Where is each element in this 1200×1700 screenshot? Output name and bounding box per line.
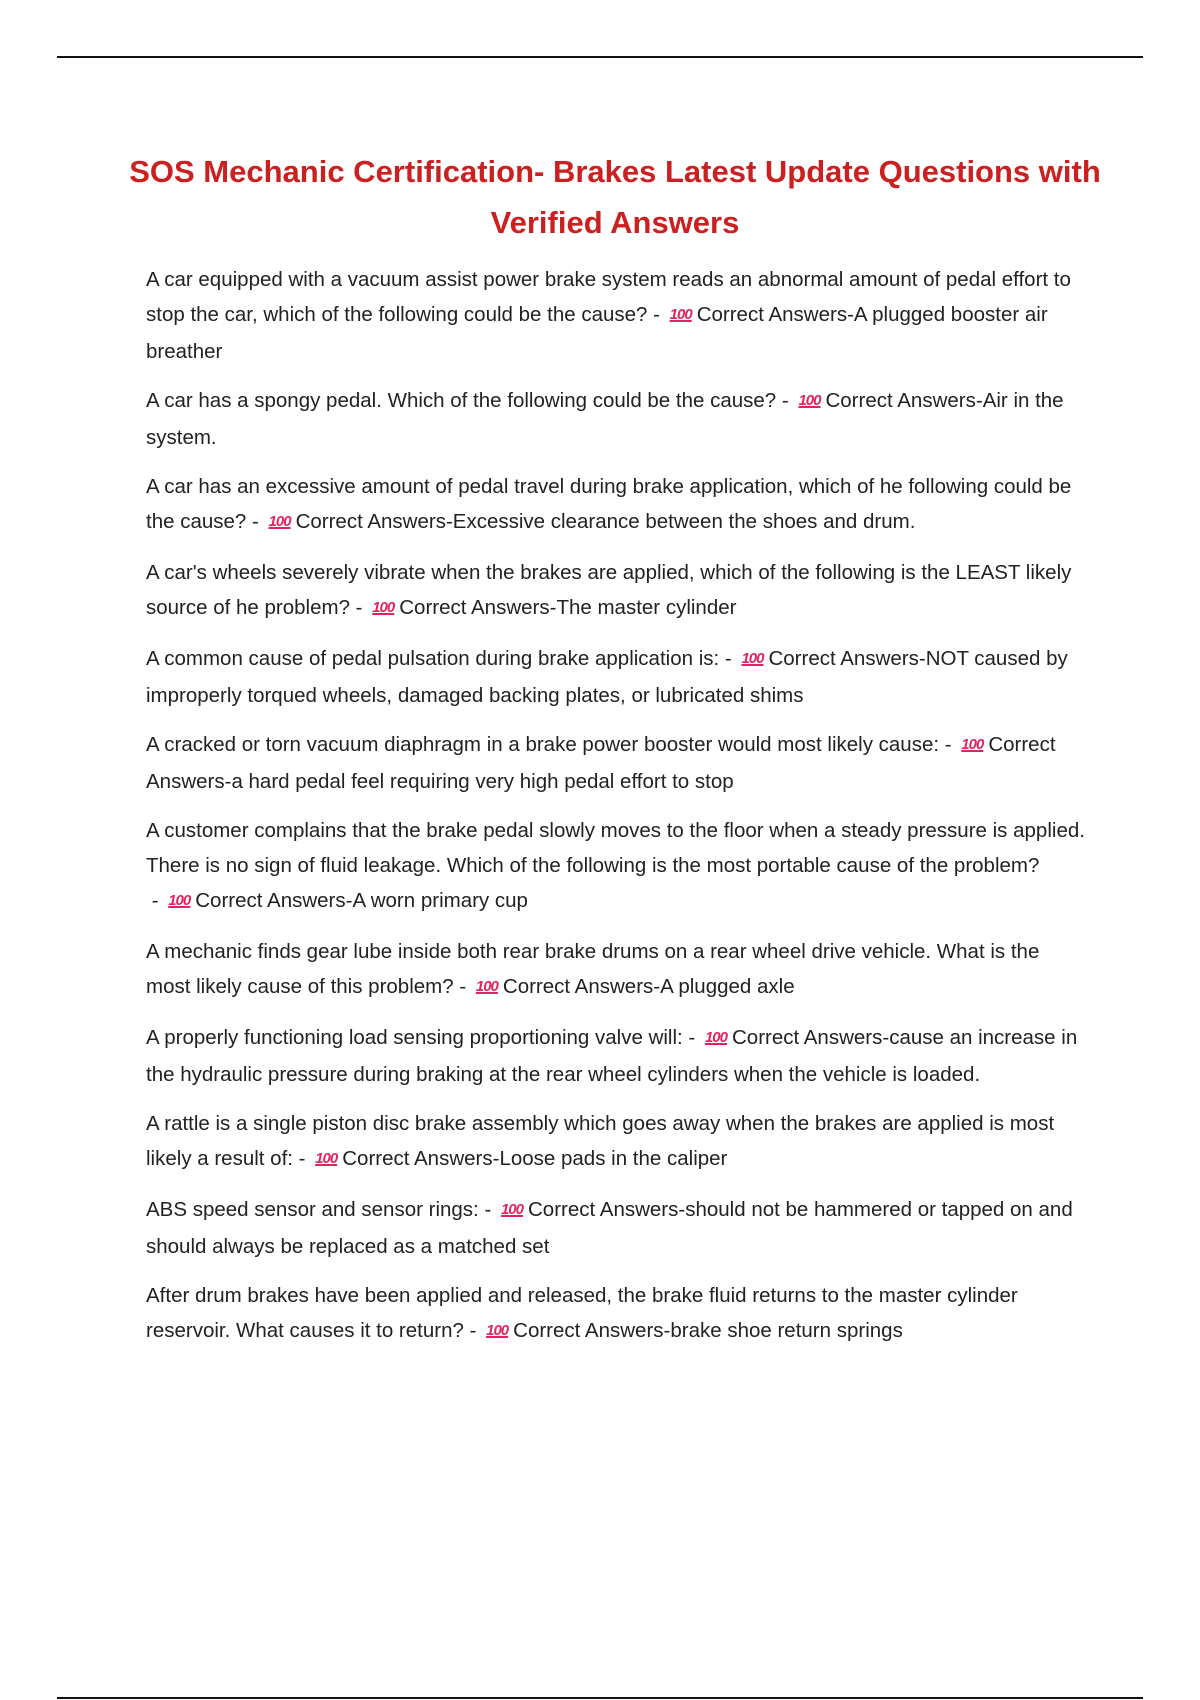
answer-text: A plugged axle <box>660 975 795 998</box>
separator: - <box>349 596 369 619</box>
bottom-rule <box>57 1697 1143 1699</box>
hundred-points-icon: 100 <box>961 736 984 753</box>
answer-text: should not be hammered or tapped on and should always be replaced as a matched set <box>146 1198 1073 1258</box>
separator: - <box>292 1147 312 1170</box>
separator: - <box>776 389 795 412</box>
answer-text: Excessive clearance between the shoes and drum. <box>452 510 916 533</box>
answer-text: a hard pedal feel requiring very high pedal effort to stop <box>231 770 734 793</box>
answer-prefix: Correct Answers- <box>295 510 453 533</box>
hundred-points-icon: 100 <box>486 1322 509 1339</box>
qa-item <box>146 469 1086 541</box>
qa-item <box>146 1020 1086 1092</box>
answer-prefix: Correct Answers- <box>146 733 1056 793</box>
question-text: A car has a spongy pedal. Which of the following could be the cause? <box>146 389 777 412</box>
hundred-points-icon: 100 <box>500 1201 523 1218</box>
question-text: A car has an excessive amount of pedal travel during brake application, which of he following could be the cause? <box>146 475 1072 533</box>
separator: - <box>246 510 265 533</box>
question-text: After drum brakes have been applied and released, the brake fluid returns to the master cylinder reservoir. What causes it to return? <box>146 1284 1018 1342</box>
separator: - <box>463 1319 483 1342</box>
answer-prefix: Correct Answers- <box>342 1147 500 1170</box>
separator: - <box>647 303 666 326</box>
hundred-points-icon: 100 <box>741 650 764 667</box>
qa-item <box>146 1192 1086 1264</box>
answer-prefix: Correct Answers- <box>768 647 926 670</box>
answer-text: Air in the system. <box>146 389 1064 449</box>
answer-prefix: Correct Answers- <box>399 596 557 619</box>
top-rule <box>57 56 1143 58</box>
qa-item <box>146 1278 1086 1350</box>
answer-text: NOT caused by improperly torqued wheels, damaged backing plates, or lubricated shims <box>146 647 1068 707</box>
hundred-points-icon: 100 <box>669 306 692 323</box>
qa-list <box>146 262 1086 1364</box>
question-text: A customer complains that the brake pedal slowly moves to the floor when a steady pressure is applied. There is no sign of fluid leakage. Which of the following is the most portable cause of the problem? <box>146 819 1085 877</box>
hundred-points-icon: 100 <box>372 599 395 616</box>
qa-item <box>146 555 1086 627</box>
answer-text: The master cylinder <box>556 596 737 619</box>
hundred-points-icon: 100 <box>475 978 498 995</box>
answer-prefix: Correct Answers- <box>696 303 854 326</box>
qa-item <box>146 383 1086 455</box>
separator: - <box>478 1198 497 1221</box>
qa-item <box>146 1106 1086 1178</box>
separator: - <box>939 733 958 756</box>
question-text: A car's wheels severely vibrate when the brakes are applied, which of the following is the LEAST likely source of he problem? <box>146 561 1072 619</box>
answer-text: A plugged booster air breather <box>146 303 1048 363</box>
hundred-points-icon: 100 <box>268 513 291 530</box>
separator: - <box>682 1026 701 1049</box>
qa-item <box>146 727 1086 799</box>
qa-item <box>146 813 1086 920</box>
qa-item <box>146 641 1086 713</box>
separator: - <box>453 975 472 998</box>
answer-prefix: Correct Answers- <box>195 889 353 912</box>
hundred-points-icon: 100 <box>798 392 821 409</box>
question-text: A cracked or torn vacuum diaphragm in a brake power booster would most likely cause: <box>146 733 940 756</box>
question-text: A common cause of pedal pulsation during brake application is: <box>146 647 720 670</box>
question-text: ABS speed sensor and sensor rings: <box>146 1198 479 1221</box>
hundred-points-icon: 100 <box>168 892 191 909</box>
answer-text: brake shoe return springs <box>670 1319 903 1342</box>
answer-prefix: Correct Answers- <box>513 1319 671 1342</box>
question-text: A car equipped with a vacuum assist power brake system reads an abnormal amount of pedal effort to stop the car, which of the following could be the cause? <box>146 268 1071 326</box>
qa-item <box>146 934 1086 1006</box>
separator: - <box>146 889 165 912</box>
hundred-points-icon: 100 <box>315 1150 338 1167</box>
answer-text: A worn primary cup <box>352 889 528 912</box>
answer-prefix: Correct Answers- <box>502 975 661 998</box>
question-text: A rattle is a single piston disc brake assembly which goes away when the brakes are applied is most likely a result of: <box>146 1112 1055 1170</box>
hundred-points-icon: 100 <box>704 1029 727 1046</box>
question-text: A mechanic finds gear lube inside both rear brake drums on a rear wheel drive vehicle. What is the most likely cause of this problem? <box>146 940 1040 998</box>
qa-item <box>146 262 1086 369</box>
answer-text: cause an increase in the hydraulic pressure during braking at the rear wheel cylinders when the vehicle is loaded. <box>146 1026 1078 1086</box>
document-title: SOS Mechanic Certification- Brakes Latest Update Questions with Verified Answers <box>129 154 1101 240</box>
answer-prefix: Correct Answers- <box>528 1198 686 1221</box>
question-text: A properly functioning load sensing proportioning valve will: <box>146 1026 683 1049</box>
answer-text: Loose pads in the caliper <box>499 1147 728 1170</box>
answer-prefix: Correct Answers- <box>731 1026 890 1049</box>
separator: - <box>719 647 738 670</box>
answer-prefix: Correct Answers- <box>825 389 983 412</box>
